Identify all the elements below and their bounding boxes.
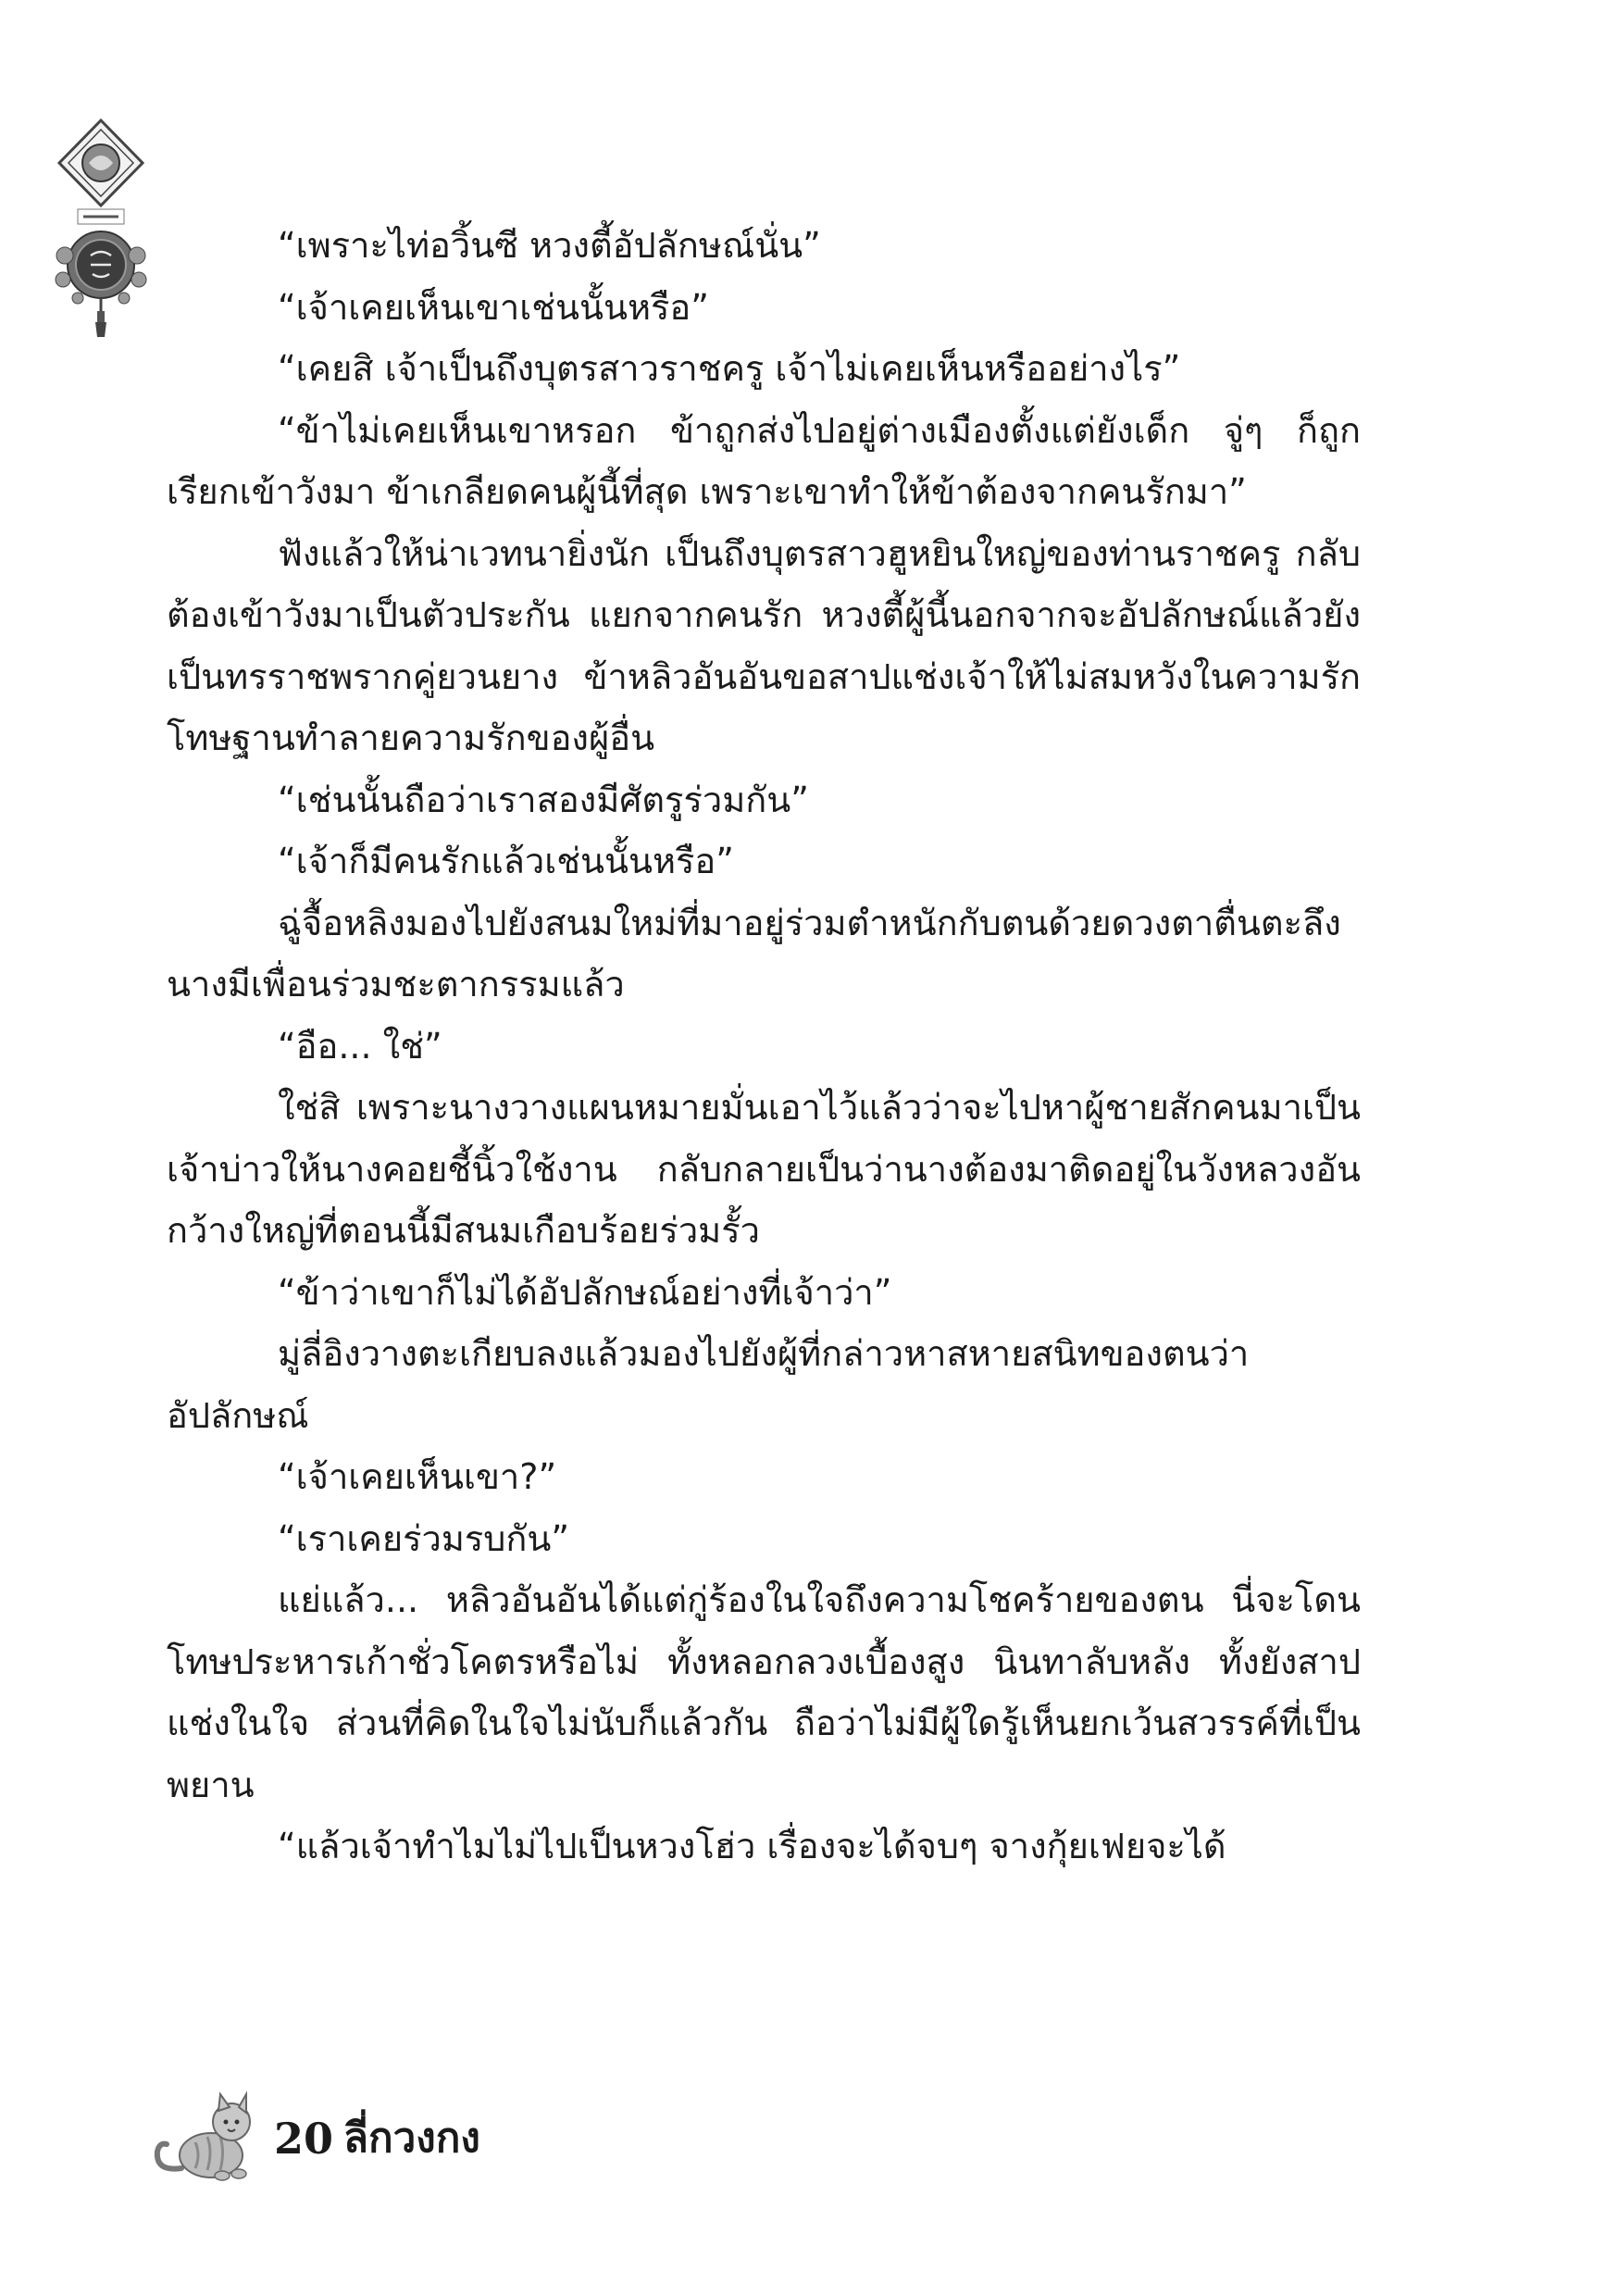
author-name: ลี่กวงกง	[343, 2115, 480, 2162]
paragraph: “ข้าไม่เคยเห็นเขาหรอก ข้าถูกส่งไปอยู่ต่างเมืองตั้งแต่ยังเด็ก จู่ๆ ก็ถูกเรียกเข้าวังมา ข้าเกลียดคนผู้นี้ที่สุด เพราะเขาทำให้ข้าต้องจากคนรักมา”	[167, 409, 1361, 512]
paragraph: “เราเคยร่วมรบกัน”	[278, 1517, 570, 1559]
paragraph: “แล้วเจ้าทำไมไม่ไปเป็นหวงโฮ่ว เรื่องจะได้จบๆ จางกุ้ยเฟยจะได้	[278, 1826, 1226, 1866]
paragraph: “เคยสิ เจ้าเป็นถึงบุตรสาวราชครู เจ้าไม่เคยเห็นหรืออย่างไร”	[278, 348, 1181, 389]
page-number: 20	[274, 2114, 334, 2164]
paragraph: “เจ้าก็มีคนรักแล้วเช่นนั้นหรือ”	[278, 841, 734, 881]
page-footer	[154, 2083, 709, 2185]
paragraph: “เพราะไท่อวิ้นซี หวงตี้อัปลักษณ์นั่น”	[278, 225, 821, 266]
cat-icon	[154, 2083, 265, 2185]
decorative-emblem-icon	[50, 117, 152, 339]
paragraph: “เจ้าเคยเห็นเขาเช่นนั้นหรือ”	[278, 286, 709, 328]
paragraph: “เช่นนั้นถือว่าเราสองมีศัตรูร่วมกัน”	[278, 779, 809, 820]
paragraph: ฟังแล้วให้น่าเวทนายิ่งนัก เป็นถึงบุตรสาวฮูหยินใหญ่ของท่านราชครู กลับต้องเข้าวังมาเป็นตัวประกัน แยกจากคนรัก หวงตี้ผู้นี้นอกจากจะอัปลักษณ์แล้วยังเป็นทรราชพรากคู่ยวนยาง ข้าหลิวอันอันขอสาปแช่งเจ้าให้ไม่สมหวังในความรัก โทษฐานทำลายความรักของผู้อื่น	[167, 532, 1361, 758]
paragraph: “อือ... ใช่”	[278, 1025, 442, 1067]
paragraph: “ข้าว่าเขาก็ไม่ได้อัปลักษณ์อย่างที่เจ้าว่า”	[278, 1271, 892, 1313]
paragraph: “เจ้าเคยเห็นเขา?”	[278, 1456, 557, 1497]
paragraph: ใช่สิ เพราะนางวางแผนหมายมั่นเอาไว้แล้วว่าจะไปหาผู้ชายสักคนมาเป็นเจ้าบ่าวให้นางคอยชี้นิ้วใช้งาน กลับกลายเป็นว่านางต้องมาติดอยู่ในวังหลวงอันกว้างใหญ่ที่ตอนนี้มีสนมเกือบร้อยร่วมรั้ว	[167, 1087, 1361, 1251]
paragraph: แย่แล้ว... หลิวอันอันได้แต่กู่ร้องในใจถึงความโชคร้ายของตน นี่จะโดนโทษประหารเก้าชั่วโคตรหรือไม่ ทั้งหลอกลวงเบื้องสูง นินทาลับหลัง ทั้งยังสาปแช่งในใจ ส่วนที่คิดในใจไม่นับก็แล้วกัน ถือว่าไม่มีผู้ใดรู้เห็นยกเว้นสวรรค์ที่เป็นพยาน	[167, 1579, 1361, 1805]
body-text	[167, 215, 1361, 1878]
paragraph: มู่ลี่อิงวางตะเกียบลงแล้วมองไปยังผู้ที่กล่าวหาสหายสนิทของตนว่าอัปลักษณ์	[167, 1333, 1250, 1436]
paragraph: ฉู่จื้อหลิงมองไปยังสนมใหม่ที่มาอยู่ร่วมตำหนักกับตนด้วยดวงตาตื่นตะลึง นางมีเพื่อนร่วมชะตากรรมแล้ว	[167, 902, 1341, 1004]
